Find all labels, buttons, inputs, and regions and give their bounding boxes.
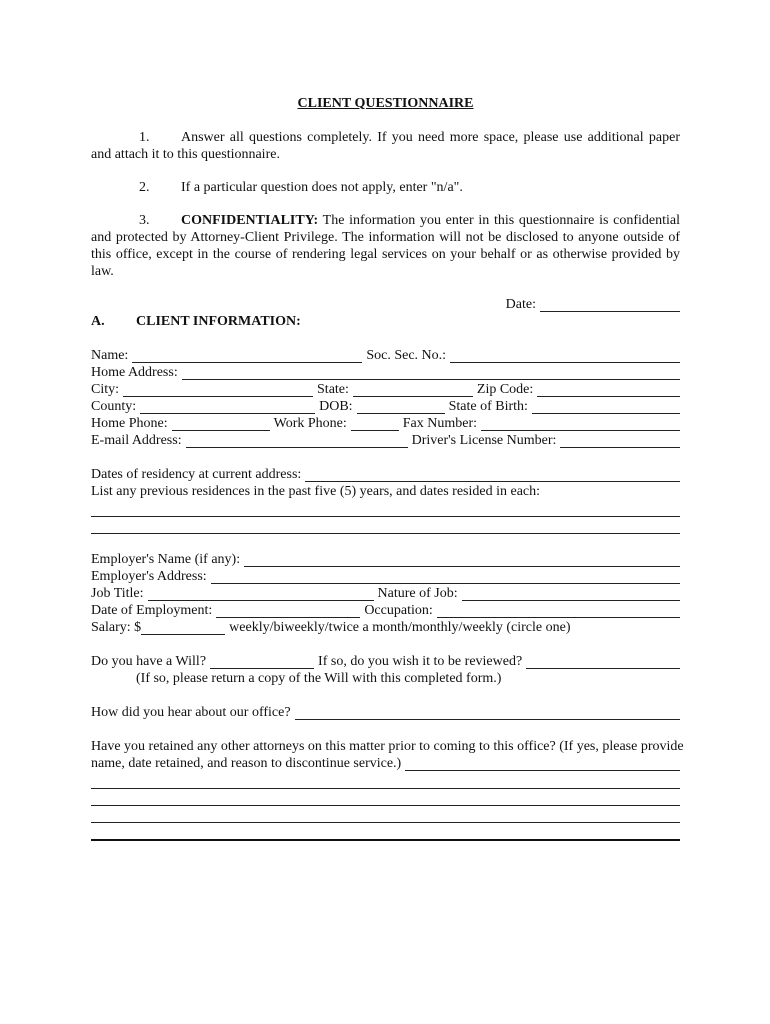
row-other-attorneys-2 [91,755,680,772]
license-field[interactable] [560,435,680,448]
row-heard-about [91,704,680,721]
will-review-field[interactable] [526,656,680,669]
name-label: Name: [91,348,129,363]
state-field[interactable] [353,384,473,397]
section-title: CLIENT INFORMATION: [136,314,301,329]
job-title-field[interactable] [148,588,374,601]
instruction-text: The information you enter in this questionnaire is confidential and protected by Attorney-Client Privilege. The information will not be disclosed to anyone outside of this office, except in the course of rendering legal services on your behalf or as otherwise provided by law. [91,213,680,279]
license-label: Driver's License Number: [411,433,557,448]
salary-options[interactable]: weekly/biweekly/twice a month/monthly/weekly (circle one) [229,620,571,635]
will-note: (If so, please return a copy of the Will with this completed form.) [136,671,502,686]
instruction-text: Answer all questions completely. If you need more space, please use additional paper and attach it to this questionnaire. [91,130,680,162]
state-of-birth-field[interactable] [532,401,680,414]
confidentiality-heading: CONFIDENTIALITY: [181,213,319,228]
other-attorneys-label-1: Have you retained any other attorneys on this matter prior to coming to this office? (If yes, please provide [91,739,684,754]
row-phones [91,415,680,432]
previous-residences-line-1[interactable] [91,500,680,517]
previous-residences-label: List any previous residences in the past five (5) years, and dates resided in each: [91,484,541,499]
home-phone-label: Home Phone: [91,416,168,431]
other-attorneys-label-2: name, date retained, and reason to discontinue service.) [91,756,402,771]
row-will [91,653,680,670]
heard-about-field[interactable] [295,707,680,720]
row-previous-residences [91,483,680,500]
email-field[interactable] [186,435,408,448]
section-a-heading [91,313,680,330]
nature-of-job-field[interactable] [462,588,680,601]
zip-field[interactable] [537,384,680,397]
previous-residences-line-2[interactable] [91,517,680,534]
county-field[interactable] [140,401,315,414]
section-letter: A. [91,314,105,329]
instruction-number: 3. [139,213,150,228]
row-name-ssn [91,347,680,364]
other-attorneys-line-4[interactable] [91,823,680,841]
home-phone-field[interactable] [172,418,270,431]
home-address-label: Home Address: [91,365,178,380]
date-label: Date: [505,297,536,312]
instruction-1 [91,129,680,163]
row-email-license [91,432,680,449]
instruction-number: 2. [139,180,150,195]
county-label: County: [91,399,137,414]
home-address-field[interactable] [182,367,680,380]
other-attorneys-line-1[interactable] [91,772,680,789]
state-of-birth-label: State of Birth: [448,399,528,414]
fax-field[interactable] [481,418,680,431]
residency-dates-field[interactable] [305,469,680,482]
row-job [91,585,680,602]
job-title-label: Job Title: [91,586,144,601]
employer-name-field[interactable] [244,554,680,567]
ssn-label: Soc. Sec. No.: [366,348,447,363]
salary-label: Salary: $ [91,620,142,635]
employer-address-label: Employer's Address: [91,569,207,584]
state-label: State: [317,382,349,397]
work-phone-label: Work Phone: [273,416,347,431]
instruction-text: If a particular question does not apply, enter "n/a". [181,180,463,195]
occupation-field[interactable] [437,605,680,618]
other-attorneys-field[interactable] [405,758,680,771]
row-employer-address [91,568,680,585]
row-other-attorneys-1 [91,738,684,755]
occupation-label: Occupation: [364,603,433,618]
zip-label: Zip Code: [476,382,534,397]
email-label: E-mail Address: [91,433,182,448]
other-attorneys-line-3[interactable] [91,806,680,823]
dob-field[interactable] [357,401,445,414]
will-field[interactable] [210,656,314,669]
row-residency-dates [91,466,680,483]
residency-dates-label: Dates of residency at current address: [91,467,302,482]
will-review-label: If so, do you wish it to be reviewed? [318,654,523,669]
nature-of-job-label: Nature of Job: [377,586,458,601]
work-phone-field[interactable] [351,418,399,431]
row-employment [91,602,680,619]
employment-date-label: Date of Employment: [91,603,213,618]
employment-date-field[interactable] [216,605,360,618]
instruction-3 [91,212,680,280]
row-city-state-zip [91,381,680,398]
employer-address-field[interactable] [211,571,680,584]
date-field[interactable] [540,299,680,312]
row-county-dob [91,398,680,415]
fax-label: Fax Number: [402,416,478,431]
will-label: Do you have a Will? [91,654,207,669]
heard-about-label: How did you hear about our office? [91,705,291,720]
row-salary [91,619,680,636]
employer-name-label: Employer's Name (if any): [91,552,241,567]
city-field[interactable] [123,384,313,397]
form-content [91,95,684,841]
salary-field[interactable] [141,622,225,635]
instruction-number: 1. [139,130,150,145]
dob-label: DOB: [319,399,353,414]
row-employer-name [91,551,680,568]
name-field[interactable] [132,350,362,363]
row-will-note [91,670,680,687]
instruction-2 [91,179,680,196]
other-attorneys-line-2[interactable] [91,789,680,806]
city-label: City: [91,382,120,397]
date-row [91,296,680,313]
row-home-address [91,364,680,381]
ssn-field[interactable] [450,350,680,363]
form-title: CLIENT QUESTIONNAIRE [297,96,474,111]
